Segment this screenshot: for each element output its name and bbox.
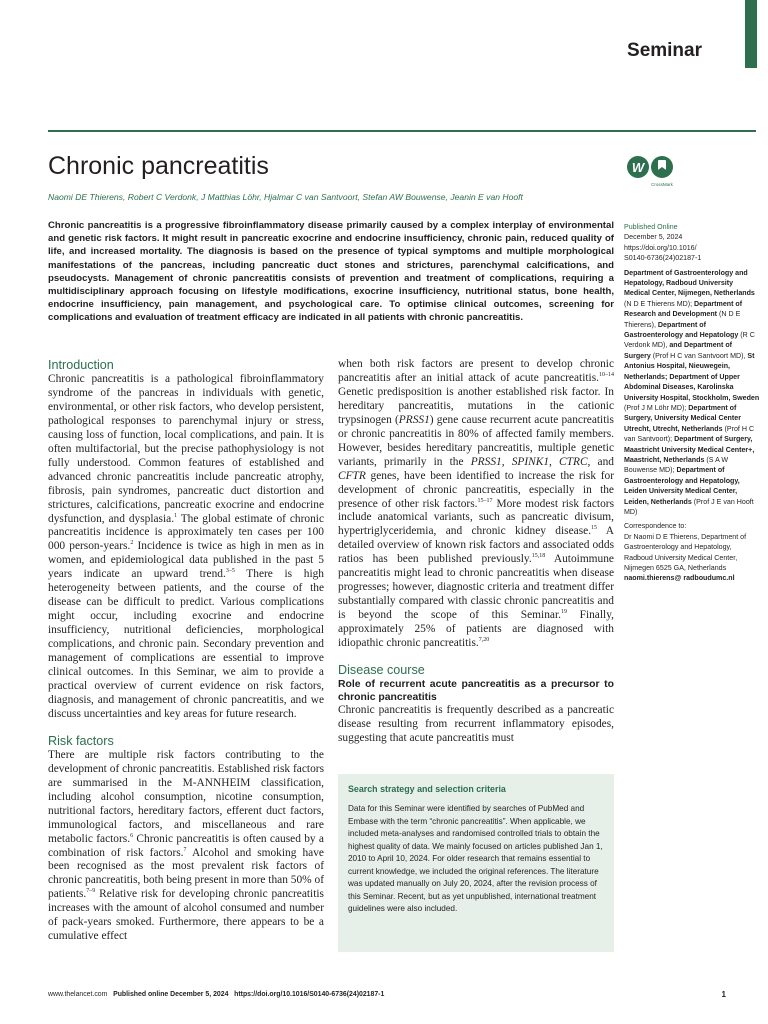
crossmark-label: CrossMark [651,182,673,187]
correspondence-email[interactable]: naomi.thierens@ radboudumc.nl [624,574,735,583]
footer-doi-link[interactable]: https://doi.org/10.1016/S0140-6736(24)02187-1 [234,991,385,998]
search-strategy-box [338,774,614,952]
abstract: Chronic pancreatitis is a progressive fibroinflammatory disease primarily caused by a complex interplay of environmental and genetic risk factors. It might result in pancreatic exocrine and endocrine insufficiency, chronic pain, reduced quality of life, and increased mortality. The diagnosis is based on the presence of typical symptoms and multiple morphological manifestations of the pancreas, including pancreatic duct stones and strictures, parenchymal calcifications, and pseudocysts. Management of chronic pancreatitis consists of prevention and treatment of complications, requiring a multidisciplinary approach focusing on lifestyle modifications, exocrine insufficiency, nutritional status, bone health, endocrine insufficiency, pain management, and psychological care. To optimise clinical outcomes, screening for complications and evaluation of treatment efficacy are indicated in all patients with chronic pancreatitis. [48,220,614,324]
svg-text:W: W [631,160,645,175]
page-footer: www.thelancet.com Published online December 5, 2024 https://doi.org/10.1016/S0140-6736(24)02187-1 [48,991,385,998]
page-number: 1 [721,990,726,999]
affiliations: Department of Gastroenterology and Hepatology, Radboud University Medical Center, Nijmegen, Netherlands (N D E Thierens MD); Department of Research and Development (N D E Thierens), Department of Gastroenterology and Hepatology (R C Verdonk MD), and Department of Surgery (Prof H C van Santvoort MD), St Antonius Hospital, Nieuwegein, Netherlands; Department of Upper Abdominal Diseases, Karolinska University Hospital, Stockholm, Sweden (Prof J M Löhr MD); Department of Surgery, University Medical Center Utrecht, Utrecht, Netherlands (Prof H C van Santvoort); Department of Surgery, Maastricht University Medical Center+, Maastricht, Netherlands (S A W Bouwense MD); Department of Gastroenterology and Hepatology, Leiden University Medical Center, Leiden, Netherlands (Prof J E van Hooft MD) [624,268,760,516]
disease-course-subheading: Role of recurrent acute pancreatitis as a precursor to chronic pancreatitis [338,679,614,704]
column-right [338,358,614,746]
oa-crossmark-logos [626,154,686,188]
risk-factors-continued: when both risk factors are present to develop chronic pancreatitis after an initial attack of acute pancreatitis.$^{10-14}$ Genetic predisposition is another established risk factor. In hereditary pancreatitis, mutations in the cationic trypsinogen (PRSS1) gene cause recurrent acute pancreatitis or chronic pancreatitis in 80% of affected family members. However, besides hereditary pancreatitis, multiple genetic variants, primarily in the PRSS1, SPINK1, CTRC, and CFTR genes, have been identified to increase the risk for development of chronic pancreatitis, especially in the presence of other risk factors.$^{15-17}$ More modest risk factors include anatomical variants, such as pancreatic divisum, hypertriglyceridemia, and chronic kidney disease.$^{15}$ A detailed overview of known risk factors and associated odds ratios has been published previously.$^{15,18}$ Autoimmune pancreatitis might lead to chronic pancreatitis when disease progresses; however, diagnostic criteria and treatment differ substantially compared with classic chronic pancreatitis and is beyond the scope of this Seminar.$^{19}$ Finally, approximately 25% of patients are diagnosed with idiopathic chronic pancreatitis.$^{7,20}$ [338,358,614,650]
author-list: Naomi DE Thierens, Robert C Verdonk, J Matthias Löhr, Hjalmar C van Santvoort, Stefan AW Bouwense, Jeanin E van Hooft [48,192,523,202]
correspondence: Correspondence to: Dr Naomi D E Thierens, Department of Gastroenterology and Hepatology, Radboud University Medical Center, Nijmegen 6525 GA, Netherlands naomi.thierens@ radboudumc.nl [624,522,747,583]
introduction-paragraph: Chronic pancreatitis is a pathological fibroinflammatory syndrome of the pancreas in individuals with genetic, environmental, or other risk factors, who develop persistent, pathological responses to parenchymal injury or stress, causing loss of function, local complications, and pain. It is often multifactorial, but the precise pathophysiology is not fully understood. Common features of established and advanced chronic pancreatitis include pancreatic atrophy, fibrosis, pain syndromes, pancreatic duct distortion and strictures, calcifications, pancreatic exocrine and endocrine dysfunction, and dysplasia.$^1$ The global estimate of chronic pancreatitis incidence is approximately ten cases per 100 000 person-years.$^2$ Incidence is twice as high in men as in women, and epidemiological data published in the past 5 years indicate an upward trend.$^{3-5}$ There is high heterogeneity between patients, and the course of the disease can be difficult to predict. Various complications might occur, including exocrine and endocrine insufficiency, nutritional deficiencies, morphological complications, and chronic pain. Secondary prevention and management of complications are essential to improve clinical outcomes. In this Seminar, we aim to provide a practical overview of current evidence on risk factors, diagnosis, and management of chronic pancreatitis, and we discuss uncertainties and key areas for future research. [48,373,325,720]
introduction-heading: Introduction [48,358,114,372]
search-strategy-heading: Search strategy and selection criteria [348,784,506,794]
article-title: Chronic pancreatitis [48,152,269,180]
disease-course-paragraph: Chronic pancreatitis is frequently described as a pancreatic disease resulting from recurrent inflammatory episodes, suggesting that acute pancreatitis must [338,704,614,744]
column-left [48,358,324,944]
publisher-logos [626,154,686,188]
section-color-bar [745,0,757,68]
search-strategy-text: Data for this Seminar were identified by searches of PubMed and Embase with the term “chronic pancreatitis”. When applicable, we included meta-analyses and randomised controlled trials to obtain the highest quality of data. We mainly focused on articles published Jan 1, 2010 to April 10, 2024. For older research that remains essential to current knowledge, we included the original references. The literature was updated manually on July 20, 2024, after the revision process of this Seminar. Recent, but as yet unpublished, international treatment guidelines were also included. [348,804,603,913]
journal-site-link[interactable]: www.thelancet.com [48,991,108,998]
disease-course-heading: Disease course [338,663,425,678]
publication-info: Published Online December 5, 2024 https://doi.org/10.1016/ S0140-6736(24)02187-1 [624,223,702,263]
risk-factors-heading: Risk factors [48,733,114,748]
doi-link[interactable]: https://doi.org/10.1016/ [624,243,697,252]
margin-sidebar [624,222,760,588]
risk-factors-paragraph: There are multiple risk factors contributing to the development of chronic pancreatitis. Established risk factors are summarised in the M-ANNHEIM classification, including alcohol consumption, nicotine consumption, nutritional factors, hereditary factors, efferent duct factors, immunological factors, and miscellaneous and rare metabolic factors.$^6$ Chronic pancreatitis is often caused by a combination of risk factors.$^7$ Alcohol and smoking have been recognised as the most prevalent risk factors of chronic pancreatitis, both being present in more than 50% of patients.$^{7-9}$ Relative risk for developing chronic pancreatitis increases with the amount of alcohol consumed and number of pack-years smoked. Furthermore, there appears to be a cumulative effect [48,748,324,943]
header-rule [48,130,756,132]
section-label: Seminar [627,40,702,61]
